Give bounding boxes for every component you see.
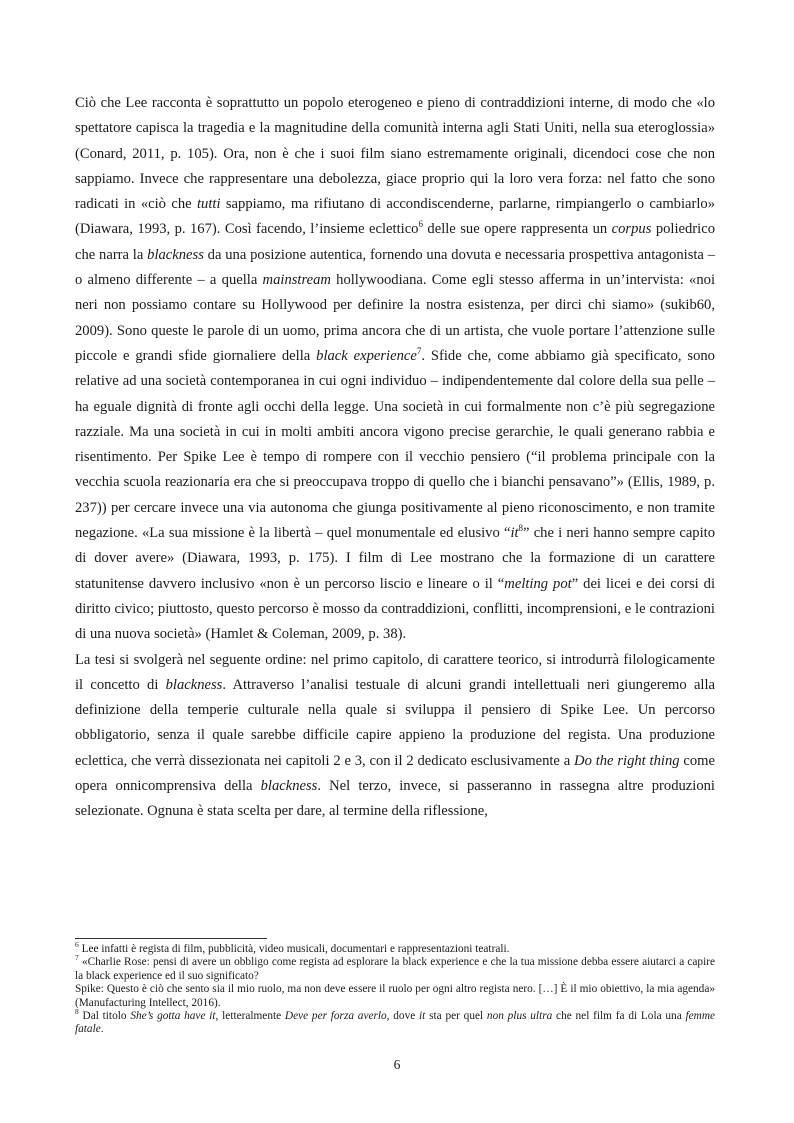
paragraph-2: La tesi si svolgerà nel seguente ordine: nel primo capitolo, di carattere teorico, si introdurrà filologicamente il concetto di blackness. Attraverso l’analisi testuale di alcuni grandi intellettuali neri giungeremo alla definizione della temperie culturale nella quale si sviluppa il pensiero di Spike Lee. Un percorso obbligatorio, senza il quale sarebbe difficile capire appieno la produzione del regista. Una produzione eclettica, che verrà dissezionata nei capitoli 2 e 3, con il 2 dedicato esclusivamente a Do the right thing come opera onnicomprensiva della blackness. Nel terzo, invece, si passeranno in rassegna altre produzioni selezionate. Ognuna è stata scelta per dare, al termine della riflessione,	[75, 651, 716, 820]
footnote-8: $^8$ Dal titolo She’s gotta have it, letteralmente Deve per forza averlo, dove it sta per quel non plus ultra che nel film fa di Lola una femme fatale.	[75, 1007, 715, 1036]
paragraph-1: Ciò che Lee racconta è soprattutto un popolo eterogeneo e pieno di contraddizioni interne, di modo che «lo spettatore capisca la tragedia e la magnitudine della comunità interna agli Stati Uniti, nella sua eteroglossia» (Conard, 2011, p. 105). Ora, non è che i suoi film siano estremamente originali, dicendoci cose che non sappiamo. Invece che rappresentare una debolezza, giace proprio qui la loro vera forza: nel fatto che sono radicati in «ciò che tutti sappiamo, ma rifiutano di accondiscenderne, parlarne, rimpiangerlo o cambiarlo» (Diawara, 1993, p. 167). Così facendo, l’insieme eclettico$^6$ delle sue opere rappresenta un corpus poliedrico che narra la blackness da una posizione autentica, fornendo una dovuta e necessaria prospettiva antagonista – o almeno differente – a quella mainstream hollywoodiana. Come egli stesso afferma in un’intervista: «noi neri non possiamo contare su Hollywood per definire la nostra esistenza, per dirci chi siamo» (sukib60, 2009). Sono queste le parole di un uomo, prima ancora che di un artista, che vuole portare l’attenzione sulle piccole e grandi sfide giornaliere della black experience$^7$. Sfide che, come abbiamo già specificato, sono relative ad una società contemporanea in cui ogni individuo – indipendentemente dal colore della sua pelle – ha eguale dignità di fronte agli occhi della legge. Una società in cui formalmente non c’è più segregazione razziale. Ma una società in cui in molti ambiti ancora vigono precise gerarchie, le quali generano rabbia e risentimento. Per Spike Lee è tempo di rompere con il vecchio pensiero (“il problema principale con la vecchia scuola reazionaria era che si preoccupava troppo di quello che i bianchi pensavano”» (Ellis, 1989, p. 237)) per cercare invece una via autonoma che giunga positivamente al pieno riconoscimento, e non tramite negazione. «La sua missione è la libertà – quel monumentale ed elusivo “$it^8$” che i neri hanno sempre capito di dover avere» (Diawara, 1993, p. 175). I film di Lee mostrano che la formazione di un carattere statunitense davvero inclusivo «non è un percorso liscio e lineare o il “melting pot” dei licei e dei corsi di diritto civico; piuttosto, questo percorso è mosso da contraddizioni, conflitti, incomprensioni, e le contrazioni di una nuova società» (Hamlet & Coleman, 2009, p. 38).	[75, 95, 716, 643]
footnote-number: 7	[75, 953, 79, 963]
footnote-6: $^6$ Lee infatti è regista di film, pubblicità, video musicali, documentari e rappresentazioni teatrali.	[75, 940, 510, 955]
footnote-ref-6[interactable]: 6	[418, 219, 423, 230]
page-number: 6	[393, 1057, 401, 1072]
footnote-ref-7[interactable]: 7	[416, 346, 422, 357]
footnote-number: 6	[75, 940, 79, 950]
footnotes	[75, 940, 715, 1037]
footnote-ref-8[interactable]: 8	[518, 523, 524, 534]
footnote-7: $^7$ «Charlie Rose: pensi di avere un obbligo come regista ad esplorare la black experience e che la tua missione debba essere aiutarci a capire la black experience ed il suo significato?	[75, 953, 715, 982]
footnote-separator	[75, 938, 267, 939]
footnote-7-continued: Spike: Questo è ciò che sento sia il mio ruolo, ma non deve essere il ruolo per ogni altro regista nero. […] È il mio obiettivo, la mia agenda» (Manufacturing Intellect, 2016).	[75, 983, 715, 1009]
body-text	[75, 91, 715, 825]
footnote-number: 8	[75, 1007, 79, 1017]
